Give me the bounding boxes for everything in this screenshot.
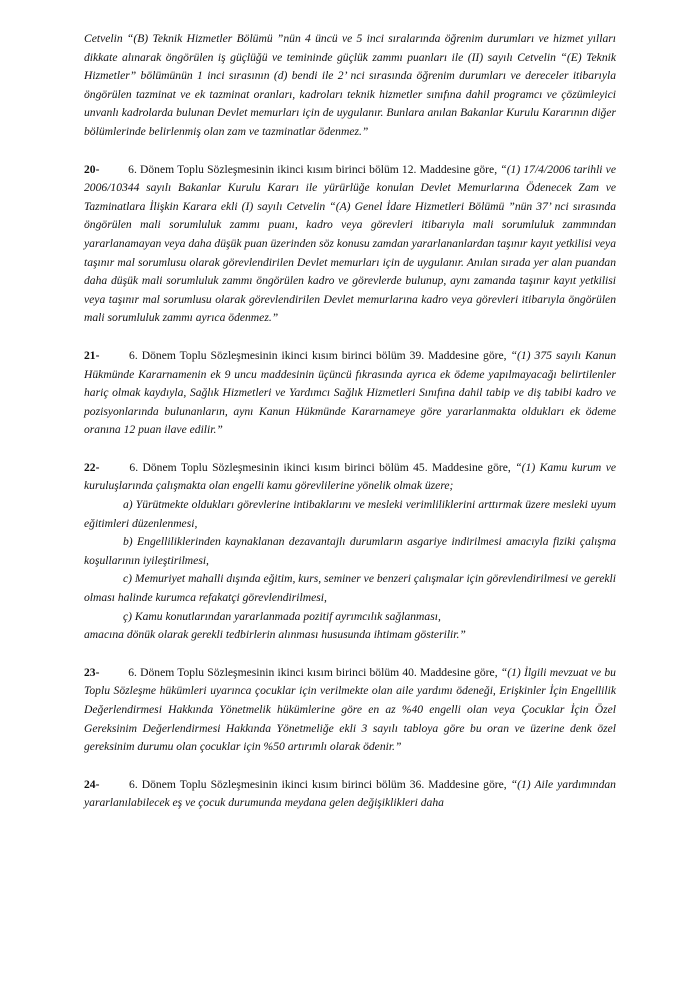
section-number: 22-: [84, 460, 100, 474]
section-tail: amacına dönük olarak gerekli tedbirlerin alınması hususunda ihtimam gösterilir.”: [84, 628, 466, 642]
list-item: a) Yürütmekte oldukları görevlerine intibaklarını ve mesleki verimliliklerini arttırmak üzere mesleki uyum eğitimleri düzenlenmesi,: [84, 498, 616, 530]
section-lead: 6. Dönem Toplu Sözleşmesinin ikinci kısım birinci bölüm 40. Maddesine göre,: [128, 665, 498, 679]
section-number: 21-: [84, 348, 100, 362]
section-lead: 6. Dönem Toplu Sözleşmesinin ikinci kısım birinci bölüm 36. Maddesine göre,: [129, 777, 507, 791]
section-number: 23-: [84, 665, 100, 679]
section-22: [84, 459, 616, 496]
list-item: b) Engelliliklerinden kaynaklanan dezavantajlı durumların asgariye indirilmesi amacıyla fiziki çalışma koşullarının iyileştirilmesi,: [84, 535, 616, 567]
section-lead: 6. Dönem Toplu Sözleşmesinin ikinci kısım birinci bölüm 39. Maddesine göre,: [129, 348, 507, 362]
section-lead: 6. Dönem Toplu Sözleşmesinin ikinci kısım birinci bölüm 45. Maddesine göre,: [129, 460, 511, 474]
section-body: “(1) İlgili mevzuat ve bu Toplu Sözleşme hükümleri uyarınca çocuklar için verilmekte olan aile yardımı ödeneği, Erişkinler İçin Engellilik Değerlendirmesi Hakkında Yönetmelik hükümlerine göre en az %40 engelli olan veya Çocuklar İçin Özel Gereksinim Değerlendirmesi Hakkında Yönetmeliğe ekli 3 sayılı tabloya göre bu oran ve üzerine denk özel gereksinim durumu olan çocuklar için %50 artırımlı olarak ödenir.”: [84, 665, 616, 754]
list-item: ç) Kamu konutlarından yararlanmada pozitif ayrımcılık sağlanması,: [123, 609, 441, 623]
section-body: “(1) 375 sayılı Kanun Hükmünde Kararnamenin ek 9 uncu maddesinin üçüncü fıkrasında ayrıca ek ödeme yapılmayacağı belirtilenler hariç olmak kaydıyla, Sağlık Hizmetleri ve Yardımcı Sağlık Hizmetleri Sınıfına dahil tabip ve diş tabibi kadro ve pozisyonlarında bulunanların, aynı Kanun Hükmünde Kararnameye göre yararlanmakta oldukları ek ödeme oranına 12 puan ilave edilir.”: [84, 348, 616, 437]
list-item: c) Memuriyet mahalli dışında eğitim, kurs, seminer ve benzeri çalışmalar için görevlendirilmesi ve gerekli olması halinde kurumca refakatçi görevlendirilmesi,: [84, 572, 616, 605]
section-23: [84, 664, 616, 757]
section-lead: 6. Dönem Toplu Sözleşmesinin ikinci kısım birinci bölüm 12. Maddesine göre,: [128, 162, 498, 176]
section-body: “(1) 17/4/2006 tarihli ve 2006/10344 sayılı Bakanlar Kurulu Kararı ile yürürlüğe konulan Devlet Memurlarına Ödenecek Zam ve Tazminatlara İlişkin Karara ekli (I) sayılı Cetvelin “(A) Genel İdare Hizmetleri Bölümü ”nün 37’ nci sırasında öngörülen mali sorumluluk zammı puanı, kadro veya görevleri itibarıyla mali sorumluluk zammından yararlanamayan veya daha düşük puan üzerinden söz konusu zamdan yararlananlardan taşınır kayıt yetkilisi veya taşınır mal sorumlusu olarak görevlendirilen Devlet memurları için de uygulanır. Anılan sırada yer alan puandan daha düşük mali sorumluluk zammı öngörülen kadro ve görevlerde bulunup, aynı zamanda taşınır kayıt yetkilisi veya taşınır mal sorumlusu olarak görevlendirilen Devlet memurlarına kadro veya görevleri itibarıyla öngörülen mali sorumluluk zammı ayrıca ödenmez.”: [84, 162, 616, 325]
section-body: “(1) Aile yardımından yararlanılabilecek eş ve çocuk durumunda meydana gelen değişiklikleri daha: [84, 777, 616, 810]
section-number: 24-: [84, 777, 100, 791]
intro-paragraph: Cetvelin “(B) Teknik Hizmetler Bölümü ”nün 4 üncü ve 5 inci sıralarında öğrenim durumları ve hizmet yılları dikkate alınarak öngörülen iş güçlüğü ve temininde güçlük zammı puanları ile (II) sayılı Cetvelin “(E) Teknik Hizmetler” bölümünün 1 inci sırasının (d) bendi ile 2’ nci sırasında öğrenim durumları ve dereceler itibarıyla öngörülen tazminat ve ek tazminat oranları, kadroları teknik hizmetler sınıfına dahil programcı ve çözümleyici unvanlı kadrolarda bulunan Devlet memurları için de uygulanır. Bunlara anılan Bakanlar Kurulu Kararının diğer bölümlerinde belirlenmiş olan zam ve tazminatlar ödenmez.”: [84, 32, 616, 138]
section-24: [84, 776, 616, 813]
section-21: [84, 347, 616, 440]
section-number: 20-: [84, 162, 100, 176]
section-20: [84, 161, 616, 328]
section-body: “(1) Kamu kurum ve kuruluşlarında çalışmakta olan engelli kamu görevlilerine yönelik olmak üzere;: [84, 460, 616, 493]
